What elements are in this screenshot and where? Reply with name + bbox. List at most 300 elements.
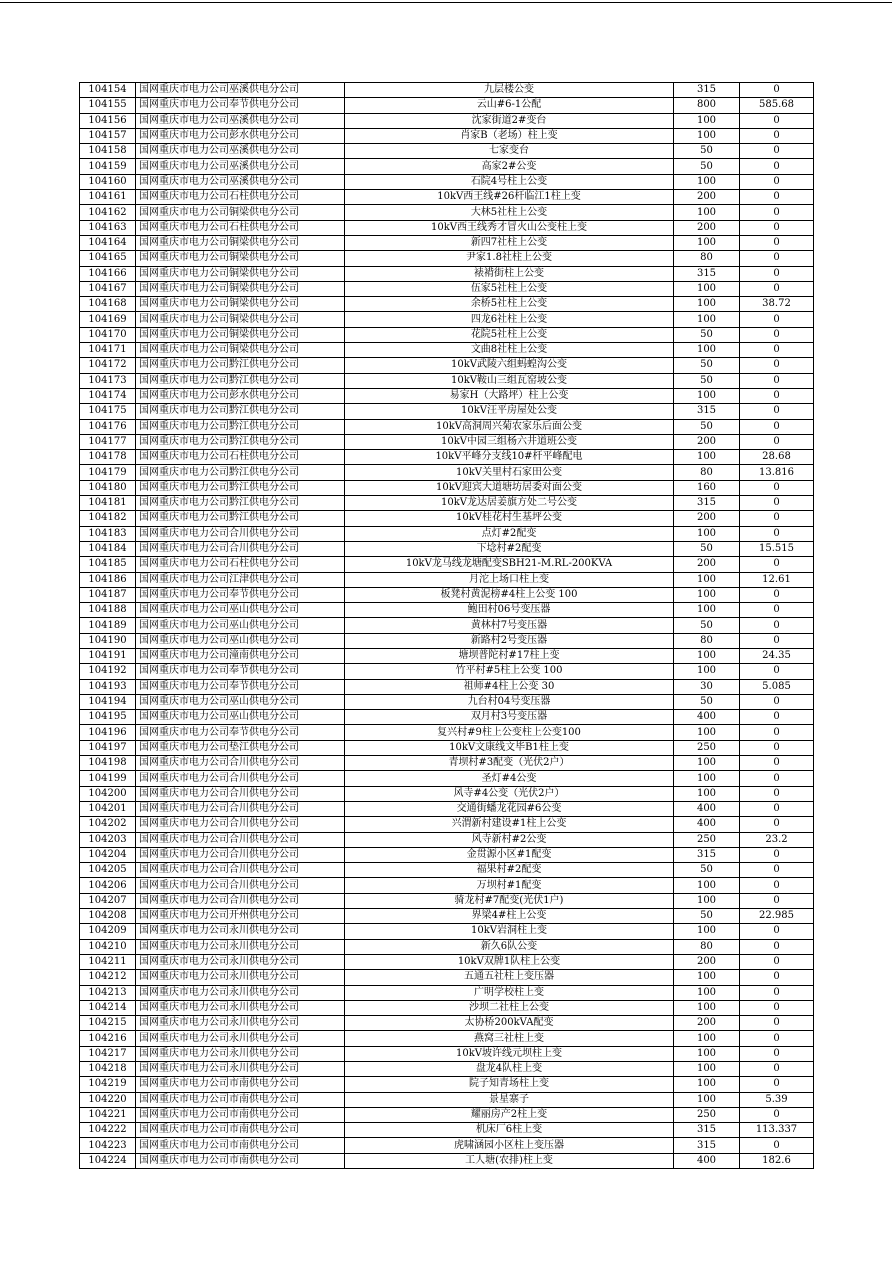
capacity-cell: 100 xyxy=(674,756,740,771)
transformer-name-cell: 界梁4#柱上公变 xyxy=(345,909,674,924)
table-row xyxy=(80,358,814,373)
transformer-name-cell: 耀丽房产2柱上变 xyxy=(345,1107,674,1122)
value-cell: 0 xyxy=(740,618,814,633)
capacity-cell: 100 xyxy=(674,205,740,220)
table-row xyxy=(80,618,814,633)
company-cell: 国网重庆市电力公司巫溪供电分公司 xyxy=(136,174,345,189)
company-cell: 国网重庆市电力公司彭水供电分公司 xyxy=(136,388,345,403)
transformer-name-cell: 大林5社柱上公变 xyxy=(345,205,674,220)
capacity-cell: 100 xyxy=(674,572,740,587)
row-id-cell: 104200 xyxy=(80,786,136,801)
value-cell: 0 xyxy=(740,725,814,740)
value-cell: 0 xyxy=(740,1107,814,1122)
row-id-cell: 104178 xyxy=(80,450,136,465)
transformer-name-cell: 10kV龙马线龙塘配变SBH21-M.RL-200KVA xyxy=(345,557,674,572)
company-cell: 国网重庆市电力公司铜梁供电分公司 xyxy=(136,312,345,327)
capacity-cell: 30 xyxy=(674,679,740,694)
table-row xyxy=(80,496,814,511)
company-cell: 国网重庆市电力公司铜梁供电分公司 xyxy=(136,235,345,250)
company-cell: 国网重庆市电力公司合川供电分公司 xyxy=(136,526,345,541)
transformer-name-cell: 九台村04号变压器 xyxy=(345,694,674,709)
company-cell: 国网重庆市电力公司奉节供电分公司 xyxy=(136,679,345,694)
company-cell: 国网重庆市电力公司黔江供电分公司 xyxy=(136,434,345,449)
value-cell: 113.337 xyxy=(740,1123,814,1138)
transformer-name-cell: 裱褙街柱上公变 xyxy=(345,266,674,281)
company-cell: 国网重庆市电力公司合川供电分公司 xyxy=(136,801,345,816)
value-cell: 23.2 xyxy=(740,832,814,847)
transformer-name-cell: 太协桥200kVA配变 xyxy=(345,1016,674,1031)
row-id-cell: 104215 xyxy=(80,1016,136,1031)
company-cell: 国网重庆市电力公司巫溪供电分公司 xyxy=(136,113,345,128)
transformer-name-cell: 广明学校柱上变 xyxy=(345,985,674,1000)
company-cell: 国网重庆市电力公司合川供电分公司 xyxy=(136,786,345,801)
row-id-cell: 104173 xyxy=(80,373,136,388)
company-cell: 国网重庆市电力公司巫山供电分公司 xyxy=(136,694,345,709)
company-cell: 国网重庆市电力公司合川供电分公司 xyxy=(136,878,345,893)
value-cell: 0 xyxy=(740,939,814,954)
transformer-name-cell: 月沱上场口柱上变 xyxy=(345,572,674,587)
table-row xyxy=(80,434,814,449)
row-id-cell: 104162 xyxy=(80,205,136,220)
row-id-cell: 104163 xyxy=(80,220,136,235)
table-row xyxy=(80,801,814,816)
company-cell: 国网重庆市电力公司合川供电分公司 xyxy=(136,832,345,847)
transformer-name-cell: 肖家B（老场）柱上变 xyxy=(345,128,674,143)
company-cell: 国网重庆市电力公司黔江供电分公司 xyxy=(136,496,345,511)
table-row xyxy=(80,786,814,801)
transformer-name-cell: 工人塘(农排)柱上变 xyxy=(345,1153,674,1168)
value-cell: 0 xyxy=(740,924,814,939)
transformer-name-cell: 黄林村7号变压器 xyxy=(345,618,674,633)
capacity-cell: 100 xyxy=(674,1000,740,1015)
capacity-cell: 100 xyxy=(674,450,740,465)
table-row xyxy=(80,373,814,388)
value-cell: 0 xyxy=(740,220,814,235)
transformer-name-cell: 10kV关里村石家田公变 xyxy=(345,465,674,480)
transformer-name-cell: 鲍田村06号变压器 xyxy=(345,603,674,618)
company-cell: 国网重庆市电力公司合川供电分公司 xyxy=(136,541,345,556)
table-row xyxy=(80,679,814,694)
table-row xyxy=(80,327,814,342)
table-row xyxy=(80,817,814,832)
capacity-cell: 50 xyxy=(674,863,740,878)
table-row xyxy=(80,174,814,189)
row-id-cell: 104217 xyxy=(80,1046,136,1061)
table-row xyxy=(80,847,814,862)
table-row xyxy=(80,388,814,403)
table-row xyxy=(80,526,814,541)
row-id-cell: 104169 xyxy=(80,312,136,327)
capacity-cell: 315 xyxy=(674,1138,740,1153)
table-row xyxy=(80,1107,814,1122)
table-row xyxy=(80,1016,814,1031)
value-cell: 0 xyxy=(740,373,814,388)
value-cell: 0 xyxy=(740,970,814,985)
transformer-name-cell: 九层楼公变 xyxy=(345,83,674,98)
transformer-name-cell: 新路村2号变压器 xyxy=(345,633,674,648)
company-cell: 国网重庆市电力公司黔江供电分公司 xyxy=(136,373,345,388)
value-cell: 0 xyxy=(740,404,814,419)
capacity-cell: 100 xyxy=(674,343,740,358)
row-id-cell: 104223 xyxy=(80,1138,136,1153)
value-cell: 0 xyxy=(740,893,814,908)
company-cell: 国网重庆市电力公司铜梁供电分公司 xyxy=(136,251,345,266)
row-id-cell: 104207 xyxy=(80,893,136,908)
company-cell: 国网重庆市电力公司巫山供电分公司 xyxy=(136,633,345,648)
table-row xyxy=(80,832,814,847)
table-row xyxy=(80,603,814,618)
transformer-table-body xyxy=(80,83,814,1169)
row-id-cell: 104197 xyxy=(80,740,136,755)
row-id-cell: 104220 xyxy=(80,1092,136,1107)
capacity-cell: 400 xyxy=(674,1153,740,1168)
transformer-name-cell: 燕窝三社柱上变 xyxy=(345,1031,674,1046)
company-cell: 国网重庆市电力公司合川供电分公司 xyxy=(136,847,345,862)
capacity-cell: 200 xyxy=(674,190,740,205)
capacity-cell: 80 xyxy=(674,633,740,648)
transformer-name-cell: 盘龙4队柱上变 xyxy=(345,1062,674,1077)
row-id-cell: 104189 xyxy=(80,618,136,633)
capacity-cell: 50 xyxy=(674,541,740,556)
capacity-cell: 100 xyxy=(674,312,740,327)
capacity-cell: 50 xyxy=(674,144,740,159)
row-id-cell: 104196 xyxy=(80,725,136,740)
row-id-cell: 104164 xyxy=(80,235,136,250)
company-cell: 国网重庆市电力公司巫山供电分公司 xyxy=(136,618,345,633)
capacity-cell: 100 xyxy=(674,1077,740,1092)
row-id-cell: 104203 xyxy=(80,832,136,847)
table-row xyxy=(80,1046,814,1061)
row-id-cell: 104168 xyxy=(80,297,136,312)
table-row xyxy=(80,343,814,358)
value-cell: 0 xyxy=(740,786,814,801)
company-cell: 国网重庆市电力公司市南供电分公司 xyxy=(136,1077,345,1092)
capacity-cell: 80 xyxy=(674,939,740,954)
transformer-name-cell: 文曲8社柱上公变 xyxy=(345,343,674,358)
value-cell: 0 xyxy=(740,664,814,679)
table-row xyxy=(80,251,814,266)
transformer-name-cell: 10kV鞍山三组瓦窑坡公变 xyxy=(345,373,674,388)
value-cell: 22.985 xyxy=(740,909,814,924)
transformer-name-cell: 圣灯#4公变 xyxy=(345,771,674,786)
transformer-name-cell: 四龙6社柱上公变 xyxy=(345,312,674,327)
capacity-cell: 100 xyxy=(674,878,740,893)
value-cell: 0 xyxy=(740,419,814,434)
transformer-name-cell: 10kV龙达居姜旗方处二号公变 xyxy=(345,496,674,511)
capacity-cell: 315 xyxy=(674,266,740,281)
row-id-cell: 104208 xyxy=(80,909,136,924)
capacity-cell: 315 xyxy=(674,1123,740,1138)
table-row xyxy=(80,128,814,143)
table-row xyxy=(80,1062,814,1077)
row-id-cell: 104210 xyxy=(80,939,136,954)
value-cell: 0 xyxy=(740,205,814,220)
table-row xyxy=(80,404,814,419)
table-row xyxy=(80,1123,814,1138)
row-id-cell: 104159 xyxy=(80,159,136,174)
table-row xyxy=(80,587,814,602)
value-cell: 0 xyxy=(740,128,814,143)
value-cell: 0 xyxy=(740,235,814,250)
company-cell: 国网重庆市电力公司市南供电分公司 xyxy=(136,1107,345,1122)
value-cell: 0 xyxy=(740,358,814,373)
value-cell: 38.72 xyxy=(740,297,814,312)
transformer-name-cell: 易家H（大路坪）柱上公变 xyxy=(345,388,674,403)
transformer-name-cell: 福果村#2配变 xyxy=(345,863,674,878)
capacity-cell: 100 xyxy=(674,970,740,985)
value-cell: 5.39 xyxy=(740,1092,814,1107)
capacity-cell: 50 xyxy=(674,159,740,174)
capacity-cell: 315 xyxy=(674,847,740,862)
company-cell: 国网重庆市电力公司合川供电分公司 xyxy=(136,893,345,908)
capacity-cell: 400 xyxy=(674,817,740,832)
capacity-cell: 50 xyxy=(674,419,740,434)
row-id-cell: 104180 xyxy=(80,480,136,495)
table-row xyxy=(80,190,814,205)
value-cell: 0 xyxy=(740,817,814,832)
transformer-name-cell: 青坝村#3配变（光伏2户） xyxy=(345,756,674,771)
transformer-name-cell: 10kV西王线#26杆临江1柱上变 xyxy=(345,190,674,205)
company-cell: 国网重庆市电力公司巫山供电分公司 xyxy=(136,710,345,725)
capacity-cell: 100 xyxy=(674,128,740,143)
capacity-cell: 400 xyxy=(674,801,740,816)
row-id-cell: 104219 xyxy=(80,1077,136,1092)
transformer-name-cell: 花院5社柱上公变 xyxy=(345,327,674,342)
value-cell: 28.68 xyxy=(740,450,814,465)
transformer-name-cell: 金贯源小区#1配变 xyxy=(345,847,674,862)
row-id-cell: 104174 xyxy=(80,388,136,403)
capacity-cell: 100 xyxy=(674,1046,740,1061)
table-row xyxy=(80,924,814,939)
value-cell: 0 xyxy=(740,985,814,1000)
table-row xyxy=(80,98,814,113)
company-cell: 国网重庆市电力公司铜梁供电分公司 xyxy=(136,281,345,296)
company-cell: 国网重庆市电力公司铜梁供电分公司 xyxy=(136,297,345,312)
company-cell: 国网重庆市电力公司铜梁供电分公司 xyxy=(136,343,345,358)
capacity-cell: 100 xyxy=(674,985,740,1000)
table-row xyxy=(80,863,814,878)
table-row xyxy=(80,664,814,679)
transformer-name-cell: 七家变台 xyxy=(345,144,674,159)
transformer-name-cell: 10kV平峰分支线10#杆平峰配电 xyxy=(345,450,674,465)
table-row xyxy=(80,909,814,924)
table-row xyxy=(80,572,814,587)
table-row xyxy=(80,648,814,663)
company-cell: 国网重庆市电力公司石柱供电分公司 xyxy=(136,557,345,572)
table-row xyxy=(80,541,814,556)
capacity-cell: 800 xyxy=(674,98,740,113)
value-cell: 0 xyxy=(740,1000,814,1015)
company-cell: 国网重庆市电力公司奉节供电分公司 xyxy=(136,725,345,740)
table-row xyxy=(80,756,814,771)
company-cell: 国网重庆市电力公司黔江供电分公司 xyxy=(136,358,345,373)
row-id-cell: 104171 xyxy=(80,343,136,358)
company-cell: 国网重庆市电力公司黔江供电分公司 xyxy=(136,404,345,419)
row-id-cell: 104160 xyxy=(80,174,136,189)
capacity-cell: 100 xyxy=(674,648,740,663)
row-id-cell: 104157 xyxy=(80,128,136,143)
transformer-name-cell: 景星寨子 xyxy=(345,1092,674,1107)
value-cell: 0 xyxy=(740,251,814,266)
row-id-cell: 104181 xyxy=(80,496,136,511)
company-cell: 国网重庆市电力公司巫溪供电分公司 xyxy=(136,159,345,174)
company-cell: 国网重庆市电力公司铜梁供电分公司 xyxy=(136,327,345,342)
transformer-name-cell: 兴渭新村建设#1柱上公变 xyxy=(345,817,674,832)
transformer-name-cell: 10kV迎宾大道塘坊居委对面公变 xyxy=(345,480,674,495)
row-id-cell: 104166 xyxy=(80,266,136,281)
capacity-cell: 315 xyxy=(674,83,740,98)
capacity-cell: 100 xyxy=(674,388,740,403)
company-cell: 国网重庆市电力公司铜梁供电分公司 xyxy=(136,205,345,220)
row-id-cell: 104179 xyxy=(80,465,136,480)
row-id-cell: 104224 xyxy=(80,1153,136,1168)
capacity-cell: 100 xyxy=(674,235,740,250)
row-id-cell: 104183 xyxy=(80,526,136,541)
table-row xyxy=(80,159,814,174)
capacity-cell: 100 xyxy=(674,526,740,541)
capacity-cell: 50 xyxy=(674,373,740,388)
capacity-cell: 100 xyxy=(674,1031,740,1046)
value-cell: 0 xyxy=(740,174,814,189)
table-row xyxy=(80,281,814,296)
row-id-cell: 104190 xyxy=(80,633,136,648)
row-id-cell: 104204 xyxy=(80,847,136,862)
company-cell: 国网重庆市电力公司开州供电分公司 xyxy=(136,909,345,924)
value-cell: 0 xyxy=(740,740,814,755)
value-cell: 0 xyxy=(740,863,814,878)
table-row xyxy=(80,1138,814,1153)
row-id-cell: 104167 xyxy=(80,281,136,296)
company-cell: 国网重庆市电力公司合川供电分公司 xyxy=(136,756,345,771)
transformer-name-cell: 风寺#4公变（光伏2户） xyxy=(345,786,674,801)
row-id-cell: 104187 xyxy=(80,587,136,602)
value-cell: 13.816 xyxy=(740,465,814,480)
value-cell: 0 xyxy=(740,281,814,296)
row-id-cell: 104184 xyxy=(80,541,136,556)
capacity-cell: 160 xyxy=(674,480,740,495)
transformer-name-cell: 板凳村黄泥榜#4柱上公变 100 xyxy=(345,587,674,602)
value-cell: 0 xyxy=(740,113,814,128)
table-row xyxy=(80,113,814,128)
value-cell: 0 xyxy=(740,526,814,541)
capacity-cell: 200 xyxy=(674,511,740,526)
transformer-name-cell: 10kV中园三组杨六井道班公变 xyxy=(345,434,674,449)
table-row xyxy=(80,694,814,709)
row-id-cell: 104156 xyxy=(80,113,136,128)
capacity-cell: 250 xyxy=(674,740,740,755)
value-cell: 0 xyxy=(740,480,814,495)
value-cell: 0 xyxy=(740,312,814,327)
table-row xyxy=(80,1000,814,1015)
company-cell: 国网重庆市电力公司永川供电分公司 xyxy=(136,939,345,954)
value-cell: 0 xyxy=(740,343,814,358)
value-cell: 0 xyxy=(740,694,814,709)
company-cell: 国网重庆市电力公司黔江供电分公司 xyxy=(136,465,345,480)
company-cell: 国网重庆市电力公司永川供电分公司 xyxy=(136,1031,345,1046)
company-cell: 国网重庆市电力公司合川供电分公司 xyxy=(136,771,345,786)
table-row xyxy=(80,725,814,740)
table-row xyxy=(80,83,814,98)
table-row xyxy=(80,144,814,159)
value-cell: 0 xyxy=(740,1138,814,1153)
table-row xyxy=(80,1092,814,1107)
row-id-cell: 104170 xyxy=(80,327,136,342)
transformer-name-cell: 万坝村#1配变 xyxy=(345,878,674,893)
table-row xyxy=(80,740,814,755)
row-id-cell: 104201 xyxy=(80,801,136,816)
row-id-cell: 104199 xyxy=(80,771,136,786)
row-id-cell: 104186 xyxy=(80,572,136,587)
table-row xyxy=(80,954,814,969)
company-cell: 国网重庆市电力公司永川供电分公司 xyxy=(136,1000,345,1015)
capacity-cell: 100 xyxy=(674,1092,740,1107)
row-id-cell: 104206 xyxy=(80,878,136,893)
company-cell: 国网重庆市电力公司巫溪供电分公司 xyxy=(136,83,345,98)
table-row xyxy=(80,710,814,725)
capacity-cell: 50 xyxy=(674,327,740,342)
row-id-cell: 104191 xyxy=(80,648,136,663)
value-cell: 0 xyxy=(740,710,814,725)
transformer-name-cell: 云山#6-1公配 xyxy=(345,98,674,113)
transformer-name-cell: 尹家1.8社柱上公变 xyxy=(345,251,674,266)
company-cell: 国网重庆市电力公司石柱供电分公司 xyxy=(136,220,345,235)
transformer-name-cell: 祖师#4柱上公变 30 xyxy=(345,679,674,694)
capacity-cell: 315 xyxy=(674,496,740,511)
row-id-cell: 104165 xyxy=(80,251,136,266)
row-id-cell: 104194 xyxy=(80,694,136,709)
value-cell: 15.515 xyxy=(740,541,814,556)
value-cell: 5.085 xyxy=(740,679,814,694)
transformer-name-cell: 机床厂6柱上变 xyxy=(345,1123,674,1138)
table-row xyxy=(80,312,814,327)
table-row xyxy=(80,633,814,648)
capacity-cell: 100 xyxy=(674,893,740,908)
capacity-cell: 100 xyxy=(674,924,740,939)
row-id-cell: 104182 xyxy=(80,511,136,526)
transformer-name-cell: 虎啸涵园小区柱上变压器 xyxy=(345,1138,674,1153)
row-id-cell: 104188 xyxy=(80,603,136,618)
page-top-rule xyxy=(0,2,892,3)
value-cell: 0 xyxy=(740,434,814,449)
capacity-cell: 50 xyxy=(674,694,740,709)
row-id-cell: 104214 xyxy=(80,1000,136,1015)
transformer-name-cell: 沙坝二社柱上公变 xyxy=(345,1000,674,1015)
transformer-name-cell: 10kV高洞周兴菊农家乐后面公变 xyxy=(345,419,674,434)
transformer-name-cell: 10kV桂花村生基坪公变 xyxy=(345,511,674,526)
row-id-cell: 104213 xyxy=(80,985,136,1000)
transformer-name-cell: 石院4号柱上公变 xyxy=(345,174,674,189)
row-id-cell: 104172 xyxy=(80,358,136,373)
company-cell: 国网重庆市电力公司奉节供电分公司 xyxy=(136,98,345,113)
value-cell: 0 xyxy=(740,847,814,862)
capacity-cell: 100 xyxy=(674,113,740,128)
row-id-cell: 104161 xyxy=(80,190,136,205)
transformer-name-cell: 10kV汪平房屋处公变 xyxy=(345,404,674,419)
company-cell: 国网重庆市电力公司巫溪供电分公司 xyxy=(136,144,345,159)
value-cell: 12.61 xyxy=(740,572,814,587)
row-id-cell: 104205 xyxy=(80,863,136,878)
transformer-name-cell: 10kV坡许线元坝柱上变 xyxy=(345,1046,674,1061)
row-id-cell: 104202 xyxy=(80,817,136,832)
value-cell: 0 xyxy=(740,1062,814,1077)
company-cell: 国网重庆市电力公司垫江供电分公司 xyxy=(136,740,345,755)
row-id-cell: 104192 xyxy=(80,664,136,679)
value-cell: 0 xyxy=(740,1031,814,1046)
row-id-cell: 104221 xyxy=(80,1107,136,1122)
capacity-cell: 100 xyxy=(674,297,740,312)
company-cell: 国网重庆市电力公司永川供电分公司 xyxy=(136,1046,345,1061)
value-cell: 0 xyxy=(740,756,814,771)
